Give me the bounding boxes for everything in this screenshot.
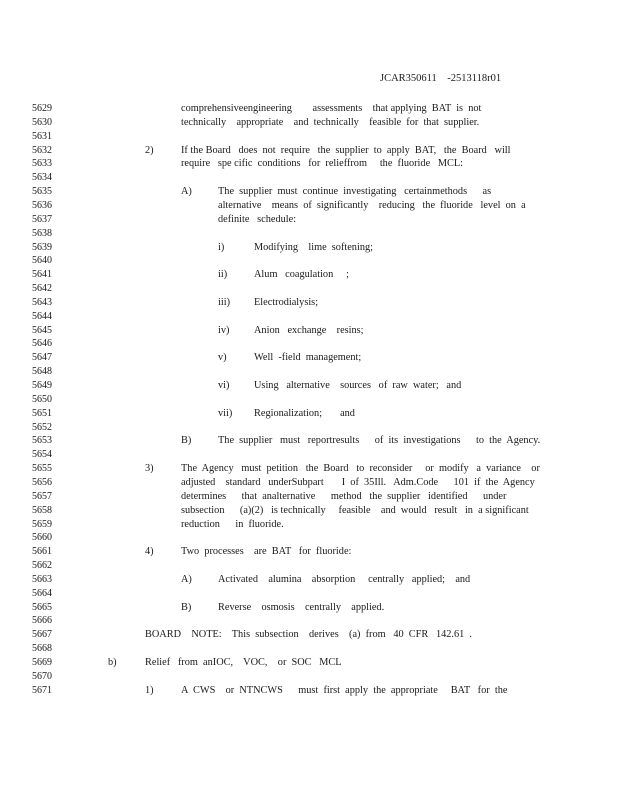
document-line: [0, 130, 618, 144]
line-text: The supplier must reportresults of its investigations to the Agency.: [218, 435, 541, 447]
line-number: 5642: [32, 283, 52, 295]
document-line: [0, 614, 618, 628]
line-number: 5631: [32, 130, 52, 142]
line-number: 5637: [32, 213, 52, 225]
document-line: [0, 116, 618, 130]
line-text: Electrodialysis;: [254, 296, 319, 308]
line-text: Using alternative sources of raw water; and: [254, 380, 462, 391]
document-line: [0, 199, 618, 213]
line-text: Relief from anIOC, VOC, or SOC MCL: [145, 657, 342, 668]
line-number: 5653: [32, 435, 52, 447]
line-number: 5658: [32, 504, 52, 516]
line-text: 1): [145, 684, 154, 696]
line-number: 5647: [32, 352, 52, 364]
document-line: [0, 448, 618, 462]
line-text: definite schedule:: [218, 213, 297, 225]
document-line: [0, 157, 618, 171]
line-text: b): [108, 657, 117, 668]
document-line: [0, 254, 618, 268]
line-text: reduction in fluoride.: [181, 518, 284, 530]
line-number: 5662: [32, 560, 52, 572]
line-text: vii): [218, 407, 233, 419]
line-text: iii): [218, 296, 231, 308]
line-number: 5657: [32, 490, 52, 502]
line-number: 5671: [32, 684, 52, 696]
document-line: [0, 365, 618, 379]
document-line: [0, 684, 618, 698]
line-text: A CWS or NTNCWS must first apply the appropriate BAT for the: [181, 684, 508, 696]
line-text: BOARD NOTE: This subsection derives (a) from 40 CFR 142.61 .: [145, 629, 473, 641]
document-line: [0, 573, 618, 587]
line-number: 5634: [32, 172, 52, 184]
line-number: 5667: [32, 629, 52, 641]
document-line: [0, 601, 618, 615]
line-number: 5650: [32, 393, 52, 405]
line-text: If the Board does not require the supplier to apply BAT, the Board will: [181, 144, 511, 156]
line-number: 5649: [32, 380, 52, 391]
line-text: Regionalization; and: [254, 407, 355, 419]
line-text: 2): [145, 144, 154, 156]
line-text: Activated alumina absorption centrally applied; and: [218, 573, 471, 585]
line-text: A): [181, 573, 192, 585]
line-text: adjusted standard underSubpart I of 35Ill. Adm.Code 101 if the Agency: [181, 476, 535, 488]
line-number: 5659: [32, 518, 52, 530]
line-number: 5635: [32, 186, 52, 198]
document-line: [0, 185, 618, 199]
line-text: require spe cific conditions for relieffrom the fluoride MCL:: [181, 158, 464, 170]
line-number: 5636: [32, 199, 52, 211]
document-line: [0, 337, 618, 351]
document-line: [0, 656, 618, 670]
line-text: 4): [145, 546, 154, 558]
document-line: [0, 144, 618, 158]
line-number: 5632: [32, 144, 52, 156]
line-text: Two processes are BAT for fluoride:: [181, 546, 352, 558]
document-line: [0, 171, 618, 185]
document-line: [0, 490, 618, 504]
document-line: [0, 531, 618, 545]
line-number: 5661: [32, 546, 52, 558]
document-line: [0, 587, 618, 601]
document-line: [0, 393, 618, 407]
document-line: [0, 407, 618, 421]
line-text: The Agency must petition the Board to reconsider or modify a variance or: [181, 463, 540, 475]
document-line: [0, 296, 618, 310]
document-line: [0, 421, 618, 435]
document-line: [0, 213, 618, 227]
document-line: [0, 545, 618, 559]
document-line: [0, 282, 618, 296]
line-number: 5639: [32, 241, 52, 253]
line-text: Alum coagulation ;: [254, 269, 349, 281]
line-text: A): [181, 186, 192, 198]
document-line: [0, 670, 618, 684]
line-text: The supplier must continue investigating certainmethods as: [218, 186, 492, 198]
line-text: iv): [218, 324, 230, 336]
document-line: [0, 434, 618, 448]
line-number: 5629: [32, 103, 52, 114]
line-number: 5665: [32, 601, 52, 613]
line-number: 5666: [32, 615, 52, 627]
line-text: alternative means of significantly reducing the fluoride level on a: [218, 199, 526, 211]
line-number: 5652: [32, 421, 52, 433]
line-text: 3): [145, 463, 154, 475]
document-line: [0, 628, 618, 642]
line-number: 5663: [32, 573, 52, 585]
document-line: [0, 462, 618, 476]
line-text: i): [218, 241, 225, 253]
document-line: [0, 518, 618, 532]
document-line: [0, 268, 618, 282]
line-number: 5638: [32, 227, 52, 239]
line-number: 5670: [32, 670, 52, 682]
line-number: 5651: [32, 407, 52, 419]
line-text: technically appropriate and technically feasible for that supplier.: [181, 116, 480, 128]
document-line: [0, 227, 618, 241]
line-number: 5633: [32, 158, 52, 170]
document-line: [0, 642, 618, 656]
document-line: [0, 351, 618, 365]
document-line: [0, 504, 618, 518]
line-number: 5630: [32, 116, 52, 128]
line-text: B): [181, 601, 192, 613]
line-text: Modifying lime softening;: [254, 241, 373, 253]
line-number: 5664: [32, 587, 52, 599]
line-number: 5645: [32, 324, 52, 336]
document-line: [0, 379, 618, 393]
line-text: Reverse osmosis centrally applied.: [218, 601, 385, 613]
line-text: B): [181, 435, 192, 447]
line-number: 5669: [32, 657, 52, 668]
document-line: [0, 324, 618, 338]
line-number: 5660: [32, 532, 52, 544]
line-text: vi): [218, 380, 230, 391]
line-text: Well -field management;: [254, 352, 362, 364]
line-number: 5640: [32, 255, 52, 267]
document-line: [0, 241, 618, 255]
line-text: Anion exchange resins;: [254, 324, 364, 336]
line-number: 5648: [32, 366, 52, 378]
line-number: 5646: [32, 338, 52, 350]
document-line: [0, 310, 618, 324]
line-text: v): [218, 352, 227, 364]
document-header-id: JCAR350611 -2513118r01: [380, 73, 502, 84]
document-line: [0, 102, 618, 116]
line-number: 5656: [32, 476, 52, 488]
line-number: 5654: [32, 449, 52, 461]
line-text: ii): [218, 269, 228, 281]
line-text: subsection (a)(2) is technically feasible and would result in a significant: [181, 504, 529, 516]
line-text: determines that analternative method the supplier identified under: [181, 490, 507, 502]
document-line: [0, 476, 618, 490]
line-number: 5668: [32, 643, 52, 655]
line-number: 5644: [32, 310, 52, 322]
line-text: comprehensiveengineering assessments that applying BAT is not: [181, 103, 482, 114]
line-number: 5655: [32, 463, 52, 475]
document-line: [0, 559, 618, 573]
line-number: 5641: [32, 269, 52, 281]
line-number: 5643: [32, 296, 52, 308]
